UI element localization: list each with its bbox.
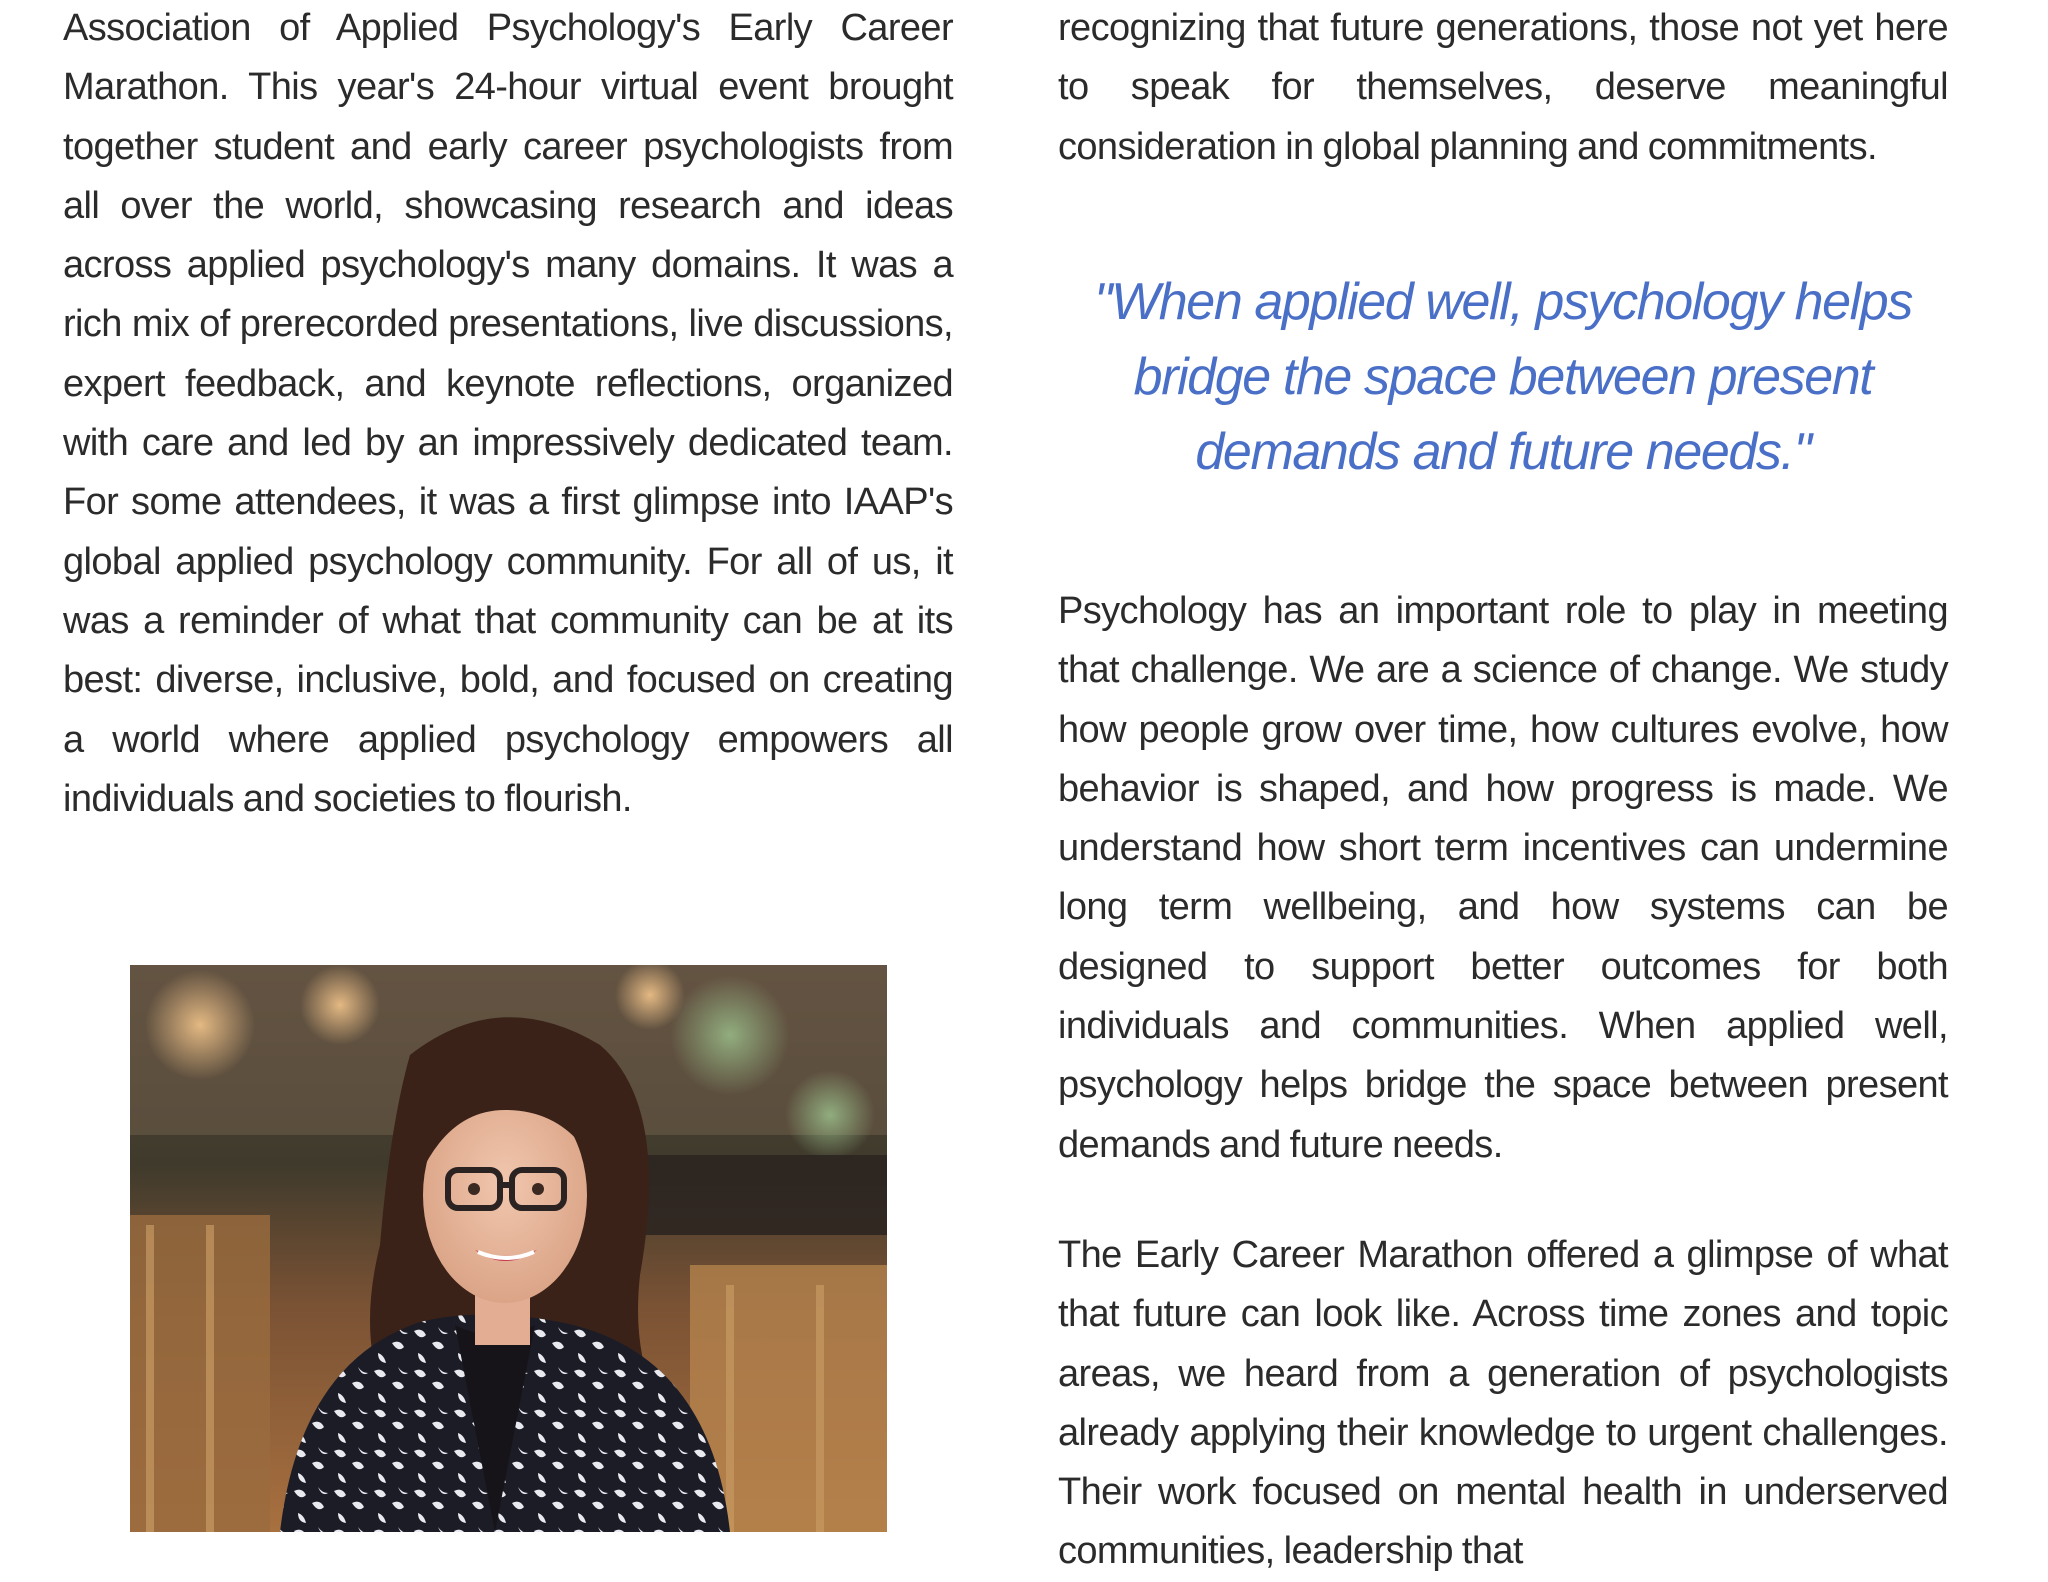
author-portrait-image <box>130 965 887 1532</box>
author-photo <box>130 965 887 1532</box>
article-paragraph-right-1: recognizing that future generations, those not yet here to speak for themselves, deserve meaningful consideration in global planning and commitments. <box>1058 7 1948 168</box>
article-paragraph-right-2: Psychology has an important role to play in meeting that challenge. We are a science of change. We study how people grow over time, how cultures evolve, how behavior is shaped, and how progress is made. We understand how short term incentives can undermine long term wellbeing, and how systems can be designed to support better outcomes for both individuals and communities. When applied well, psychology helps bridge the space between present demands and future needs. <box>1058 590 1948 1166</box>
right-paragraph-2-container <box>1058 582 1948 1175</box>
right-column <box>1058 0 1948 177</box>
right-paragraph-3-container <box>1058 1226 1948 1582</box>
pull-quote: "When applied well, psychology helps bridge the space between present demands and future needs." <box>1094 273 1912 481</box>
left-column <box>63 0 953 829</box>
article-paragraph-right-3: The Early Career Marathon offered a glimpse of what that future can look like. Across time zones and topic areas, we heard from a generation of psychologists already applying their knowledge to urgent challenges. Their work focused on mental health in underserved communities, leadership that <box>1058 1234 1948 1573</box>
article-paragraph-left: Association of Applied Psychology's Early Career Marathon. This year's 24-hour virtual event brought together student and early career psychologists from all over the world, showcasing research and ideas across applied psychology's many domains. It was a rich mix of prerecorded presentations, live discussions, expert feedback, and keynote reflections, organized with care and led by an impressively dedicated team. For some attendees, it was a first glimpse into IAAP's global applied psychology community. For all of us, it was a reminder of what that community can be at its best: diverse, inclusive, bold, and focused on creating a world where applied psychology empowers all individuals and societies to flourish. <box>63 7 953 820</box>
